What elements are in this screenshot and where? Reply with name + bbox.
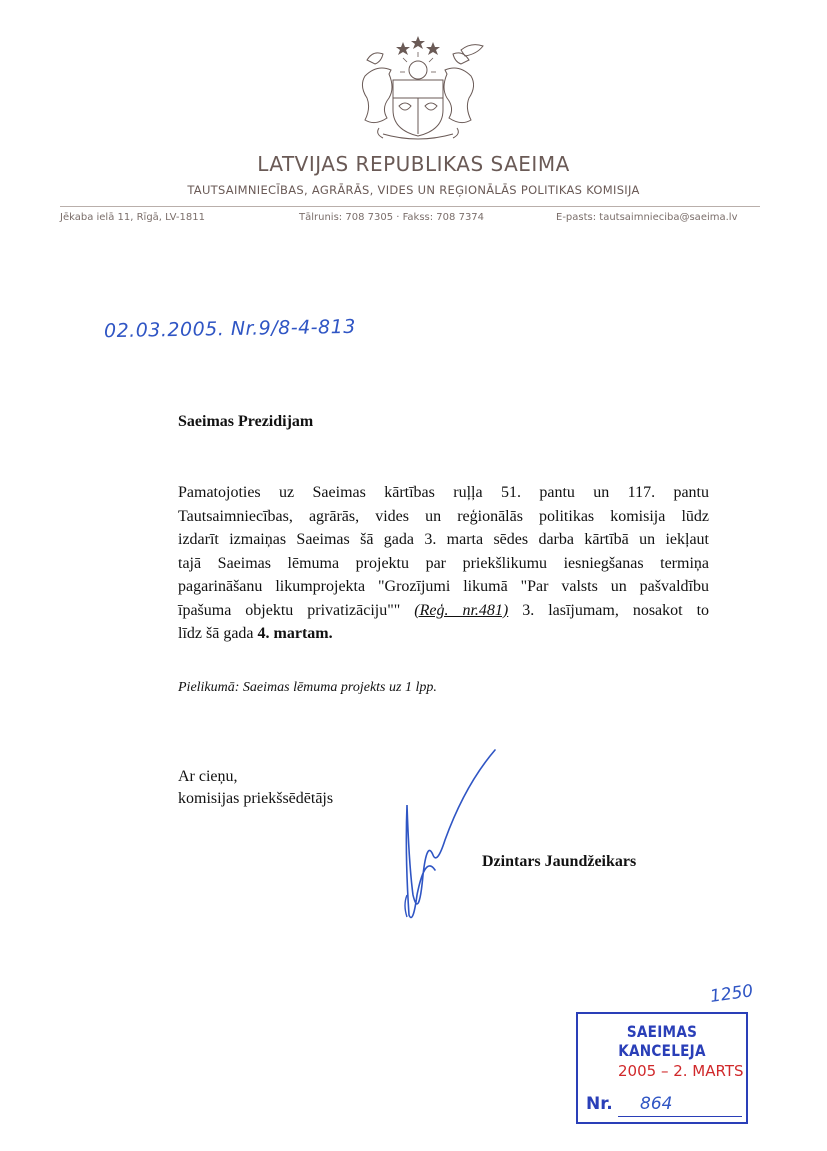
body-line: pagarināšanu likumprojekta "Grozījumi likumā "Par valsts un pašvaldību bbox=[178, 578, 709, 595]
body-line bbox=[178, 599, 709, 623]
body-line-text: Pamatojoties uz Saeimas kārtības ruļļa 51. pantu un 117. pantu bbox=[178, 484, 709, 501]
postal-address: Jēkaba ielā 11, Rīgā, LV-1811 bbox=[60, 212, 205, 223]
registration-reference: (Reģ. nr.481) bbox=[414, 601, 509, 619]
signer-name: Dzintars Jaundžeikars bbox=[482, 853, 637, 870]
stamp-number-value: 864 bbox=[640, 1094, 673, 1114]
stamp-number-label: Nr. bbox=[586, 1094, 613, 1114]
phone-fax: Tālrunis: 708 7305 · Fakss: 708 7374 bbox=[299, 212, 485, 223]
body-line-text: līdz šā gada bbox=[178, 625, 254, 642]
closing-block bbox=[178, 766, 333, 810]
committee-name: TAUTSAIMNIECĪBAS, AGRĀRĀS, VIDES UN REĢIONĀLĀS POLITIKAS KOMISIJA bbox=[187, 183, 640, 197]
stamp-title: SAEIMAS KANCELEJA bbox=[618, 1022, 706, 1060]
organization-title: LATVIJAS REPUBLIKAS SAEIMA bbox=[257, 152, 570, 176]
body-line bbox=[178, 481, 709, 505]
letter-body bbox=[178, 481, 709, 646]
email-address: E-pasts: tautsaimnieciba@saeima.lv bbox=[556, 212, 738, 223]
body-line: tajā Saeimas lēmuma projektu par priekšlikumu iesniegšanas termiņa bbox=[178, 554, 709, 572]
coat-of-arms-emblem bbox=[343, 30, 493, 142]
body-line: Tautsaimniecības, agrārās, vides un reģionālās politikas komisija lūdz bbox=[178, 507, 709, 525]
handwritten-reference-number: 02.03.2005. Nr.9/8-4-813 bbox=[103, 315, 357, 343]
handwritten-signature bbox=[395, 745, 510, 930]
letterhead-divider bbox=[60, 206, 760, 207]
body-line-text: īpašuma objektu privatizāciju"" bbox=[178, 601, 401, 619]
body-line: izdarīt izmaiņas Saeimas šā gada 3. marta sēdes darba kārtībā un iekļaut bbox=[178, 531, 709, 548]
addressee: Saeimas Prezidijam bbox=[178, 413, 314, 430]
closing-greeting: Ar cieņu, bbox=[178, 768, 238, 785]
handwritten-incoming-number: 1250 bbox=[708, 981, 755, 1007]
body-line bbox=[178, 622, 709, 646]
registration-stamp bbox=[576, 1012, 748, 1124]
attachment-note: Pielikumā: Saeimas lēmuma projekts uz 1 lpp. bbox=[178, 680, 437, 695]
stamp-date: 2005 – 2. MARTS bbox=[618, 1062, 744, 1080]
stamp-number-underline bbox=[618, 1116, 742, 1117]
signer-role: komisijas priekšsēdētājs bbox=[178, 790, 334, 807]
deadline-date: 4. martam. bbox=[257, 625, 333, 642]
body-line-text: 3. lasījumam, nosakot to bbox=[522, 601, 710, 619]
